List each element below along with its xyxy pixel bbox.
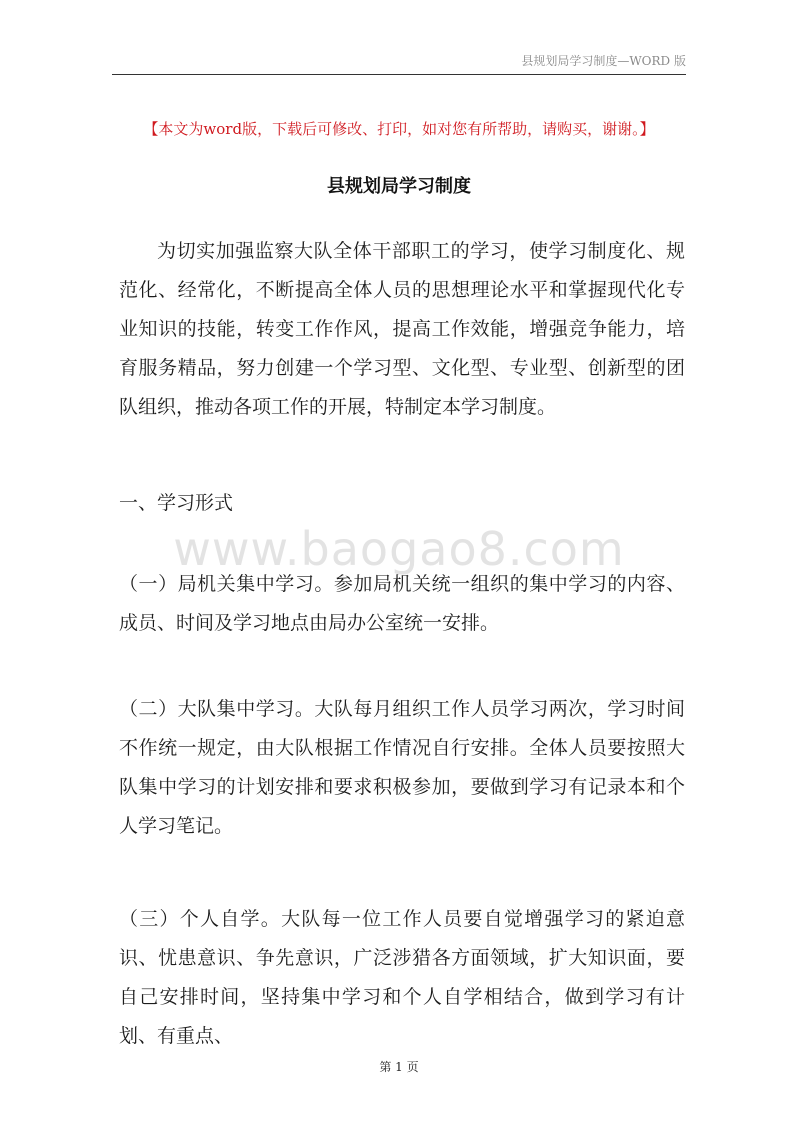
document-title: 县规划局学习制度 xyxy=(327,176,471,197)
header-rule xyxy=(112,74,686,75)
watermark: www.baogao8.com xyxy=(173,522,625,576)
intro-paragraph: 为切实加强监察大队全体干部职工的学习，使学习制度化、规范化、经常化，不断提高全体人员的思想理论水平和掌握现代化专业知识的技能，转变工作作风，提高工作效能，增强竞争能力，培育服务精品，努力创建一个学习型、文化型、专业型、创新型的团队组织，推动各项工作的开展，特制定本学习制度。 xyxy=(119,240,685,418)
paragraph-item-2: （二）大队集中学习。大队每月组织工作人员学习两次，学习时间不作统一规定，由大队根据工作情况自行安排。全体人员要按照大队集中学习的计划安排和要求积极参加，要做到学习有记录本和个人学习笔记。 xyxy=(119,698,685,837)
page-header: 县规划局学习制度—WORD 版 xyxy=(521,54,686,68)
paragraph-item-3: （三）个人自学。大队每一位工作人员要自觉增强学习的紧迫意识、忧患意识、争先意识，广泛涉猎各方面领域，扩大知识面，要自己安排时间，坚持集中学习和个人自学相结合，做到学习有计划、有重点、 xyxy=(119,908,685,1047)
paragraph-item-1: （一）局机关集中学习。参加局机关统一组织的集中学习的内容、成员、时间及学习地点由局办公室统一安排。 xyxy=(119,573,685,634)
word-version-notice: 【本文为word版，下载后可修改、打印，如对您有所帮助，请购买，谢谢。】 xyxy=(143,120,655,138)
page-number: 第 1 页 xyxy=(379,1060,419,1074)
section-heading-1: 一、学习形式 xyxy=(119,492,234,514)
